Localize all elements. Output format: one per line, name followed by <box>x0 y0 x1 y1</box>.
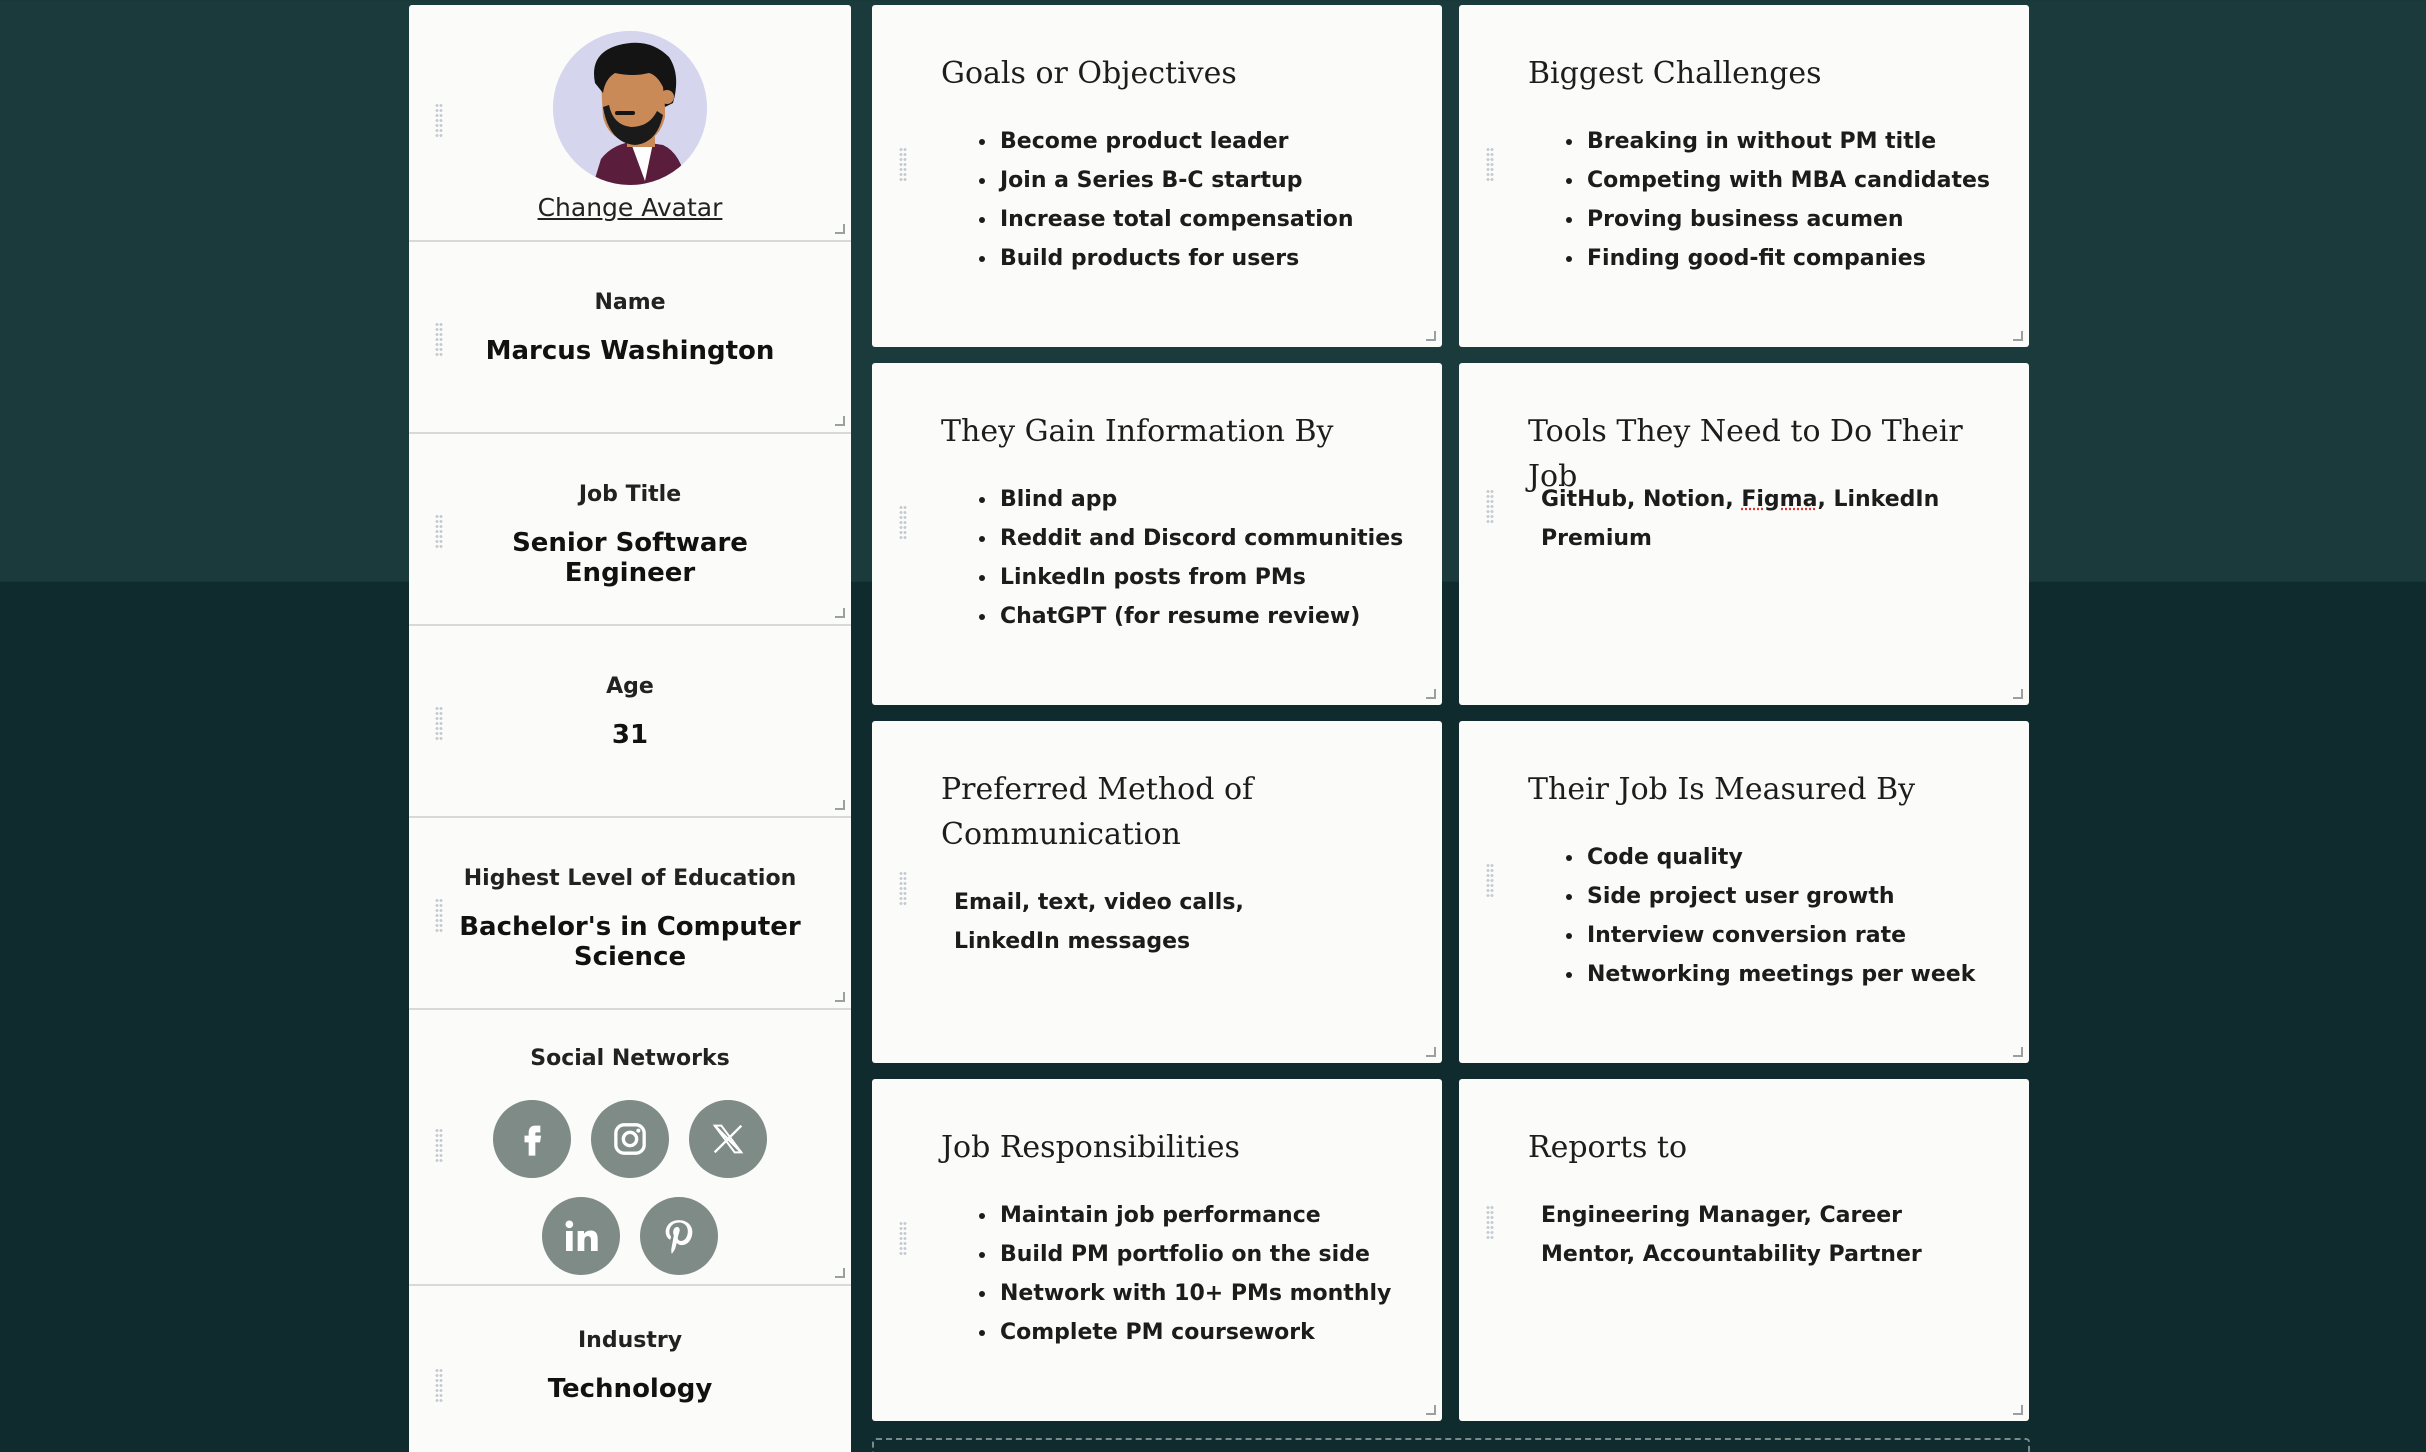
education-card <box>409 818 851 1010</box>
card-title[interactable]: Their Job Is Measured By <box>1528 772 1916 807</box>
list-item: • Complete PM coursework <box>998 1313 1412 1352</box>
instagram-button[interactable] <box>591 1100 669 1178</box>
list-item: • LinkedIn posts from PMs <box>998 558 1412 597</box>
resize-handle[interactable] <box>835 1268 845 1278</box>
linkedin-button[interactable] <box>542 1197 620 1275</box>
avatar-illustration-icon <box>553 31 707 185</box>
list-item: • Reddit and Discord communities <box>998 519 1412 558</box>
facebook-button[interactable] <box>493 1100 571 1178</box>
drag-handle[interactable] <box>435 706 443 740</box>
responsibilities-list[interactable] <box>998 1196 1412 1352</box>
list-item: • Build products for users <box>998 239 1412 278</box>
instagram-icon <box>610 1119 650 1159</box>
job-title-card <box>409 434 851 626</box>
resize-handle[interactable] <box>1426 1405 1436 1415</box>
card-title[interactable]: Job Responsibilities <box>941 1130 1240 1165</box>
resize-handle[interactable] <box>1426 689 1436 699</box>
age-label: Age <box>606 674 654 699</box>
information-card <box>872 363 1442 705</box>
communication-card <box>872 721 1442 1063</box>
resize-handle[interactable] <box>835 224 845 234</box>
linkedin-icon <box>561 1216 601 1256</box>
goals-list[interactable] <box>998 122 1412 278</box>
name-card <box>409 242 851 434</box>
reports-card <box>1459 1079 2029 1421</box>
tools-text-part: , LinkedIn Premium <box>1541 487 1940 551</box>
resize-handle[interactable] <box>835 992 845 1002</box>
job-title-label: Job Title <box>578 482 682 507</box>
avatar <box>553 31 707 185</box>
list-item: • Networking meetings per week <box>1585 955 1999 994</box>
x-button[interactable] <box>689 1100 767 1178</box>
facebook-icon <box>512 1119 552 1159</box>
card-title[interactable]: Goals or Objectives <box>941 56 1237 91</box>
drag-handle[interactable] <box>899 505 907 539</box>
list-item: • Blind app <box>998 480 1412 519</box>
pinterest-icon <box>659 1216 699 1256</box>
drag-handle[interactable] <box>899 871 907 905</box>
challenges-card <box>1459 5 2029 347</box>
card-title[interactable]: Reports to <box>1528 1130 1688 1165</box>
drag-handle[interactable] <box>435 898 443 932</box>
list-item: • Side project user growth <box>1585 877 1999 916</box>
list-item: • Breaking in without PM title <box>1585 122 1999 161</box>
profile-sidebar <box>409 5 851 1452</box>
list-item: • Competing with MBA candidates <box>1585 161 1999 200</box>
list-item: • Join a Series B-C startup <box>998 161 1412 200</box>
card-title[interactable]: Tools They Need to Do Their Job <box>1528 414 1963 494</box>
resize-handle[interactable] <box>2013 1405 2023 1415</box>
resize-handle[interactable] <box>2013 1047 2023 1057</box>
list-item: • Finding good-fit companies <box>1585 239 1999 278</box>
list-item: • ChatGPT (for resume review) <box>998 597 1412 636</box>
card-title[interactable]: Biggest Challenges <box>1528 56 1822 91</box>
card-title[interactable]: They Gain Information By <box>941 414 1334 449</box>
card-title[interactable]: Preferred Method of Communication <box>941 772 1254 852</box>
resize-handle[interactable] <box>2013 331 2023 341</box>
tools-card <box>1459 363 2029 705</box>
list-item: • Proving business acumen <box>1585 200 1999 239</box>
measured-card <box>1459 721 2029 1063</box>
communication-text[interactable]: Email, text, video calls, LinkedIn messages <box>954 890 1244 954</box>
resize-handle[interactable] <box>1426 331 1436 341</box>
resize-handle[interactable] <box>835 416 845 426</box>
resize-handle[interactable] <box>2013 689 2023 699</box>
social-networks-card <box>409 1010 851 1286</box>
age-value[interactable]: 31 <box>611 720 649 750</box>
spellcheck-word: Figma <box>1741 487 1818 512</box>
industry-label: Industry <box>577 1328 683 1353</box>
age-card <box>409 626 851 818</box>
drag-handle[interactable] <box>435 514 443 548</box>
drag-handle[interactable] <box>1486 863 1494 897</box>
tools-text[interactable] <box>1541 480 1949 558</box>
education-value[interactable]: Bachelor's in Computer Science <box>459 912 801 972</box>
drag-handle[interactable] <box>899 147 907 181</box>
job-title-value[interactable]: Senior Software Engineer <box>512 528 748 588</box>
tools-text-part: GitHub, Notion, <box>1541 487 1742 512</box>
resize-handle[interactable] <box>835 608 845 618</box>
list-item: • Increase total compensation <box>998 200 1412 239</box>
drag-handle[interactable] <box>1486 147 1494 181</box>
challenges-list[interactable] <box>1585 122 1999 278</box>
drag-handle[interactable] <box>899 1221 907 1255</box>
reports-text[interactable]: Engineering Manager, Career Mentor, Accountability Partner <box>1541 1203 1922 1267</box>
name-label: Name <box>594 290 666 315</box>
list-item: • Maintain job performance <box>998 1196 1412 1235</box>
goals-card <box>872 5 1442 347</box>
drag-handle[interactable] <box>1486 489 1494 523</box>
resize-handle[interactable] <box>835 800 845 810</box>
name-value[interactable]: Marcus Washington <box>485 336 775 366</box>
measured-list[interactable] <box>1585 838 1999 994</box>
x-icon <box>708 1119 748 1159</box>
industry-card <box>409 1286 851 1452</box>
drag-handle[interactable] <box>435 322 443 356</box>
list-item: • Network with 10+ PMs monthly <box>998 1274 1412 1313</box>
drag-handle[interactable] <box>435 1368 443 1402</box>
responsibilities-card <box>872 1079 1442 1421</box>
change-avatar-link[interactable]: Change Avatar <box>537 193 723 222</box>
education-label: Highest Level of Education <box>463 866 797 891</box>
resize-handle[interactable] <box>1426 1047 1436 1057</box>
list-item: • Build PM portfolio on the side <box>998 1235 1412 1274</box>
add-card-dropzone[interactable] <box>872 1438 2030 1452</box>
industry-value[interactable]: Technology <box>547 1374 713 1404</box>
drag-handle[interactable] <box>435 103 443 137</box>
information-list[interactable] <box>998 480 1412 636</box>
social-networks-label: Social Networks <box>530 1046 730 1071</box>
list-item: • Code quality <box>1585 838 1999 877</box>
list-item: • Interview conversion rate <box>1585 916 1999 955</box>
list-item: • Become product leader <box>998 122 1412 161</box>
avatar-card <box>409 5 851 242</box>
pinterest-button[interactable] <box>640 1197 718 1275</box>
drag-handle[interactable] <box>1486 1205 1494 1239</box>
